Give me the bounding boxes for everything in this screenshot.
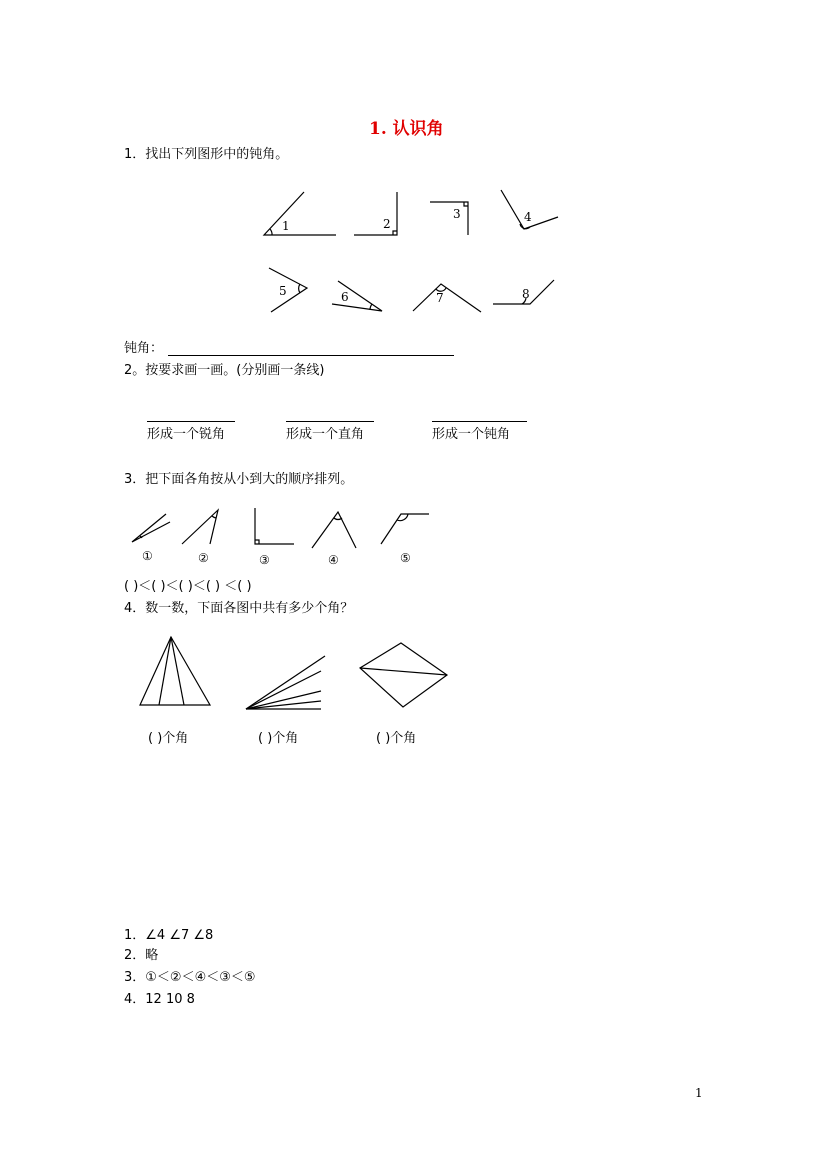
angle-6-figure	[332, 281, 382, 311]
order-angle-3-label: ③	[259, 553, 270, 567]
answer-3: 3．①＜②＜④＜③＜⑤	[124, 970, 256, 985]
count-figure-triangle	[140, 637, 210, 705]
task-obtuse-angle: 形成一个钝角	[432, 427, 511, 442]
angle-8-label: 8	[522, 287, 530, 301]
draw-line-acute[interactable]	[147, 421, 235, 422]
draw-line-obtuse[interactable]	[432, 421, 527, 422]
count-answer-3[interactable]: ( )个角	[376, 731, 417, 746]
question-1-angle-figures	[250, 180, 570, 320]
angle-5-label: 5	[279, 284, 287, 298]
order-angle-5-figure	[381, 514, 429, 565]
page-title: 1. 认识角	[369, 119, 444, 139]
order-angle-1-label: ①	[142, 549, 153, 563]
order-angle-5-label: ⑤	[400, 551, 411, 565]
angle-7-figure	[413, 284, 481, 312]
angle-1-label: 1	[282, 219, 290, 233]
count-answer-1[interactable]: ( )个角	[148, 731, 189, 746]
order-angle-3-figure	[255, 508, 294, 567]
count-figure-quadrilateral	[360, 643, 447, 707]
answer-2: 2．略	[124, 948, 159, 963]
obtuse-answer-label: 钝角：	[124, 341, 164, 356]
angle-3-figure	[430, 202, 468, 235]
obtuse-answer-blank[interactable]	[168, 355, 454, 356]
angle-2-figure	[354, 192, 397, 235]
answer-4: 4．12 10 8	[124, 992, 195, 1007]
order-angle-4-label: ④	[328, 553, 339, 567]
angle-6-label: 6	[341, 290, 349, 304]
order-answer-blanks[interactable]: ( )＜( )＜( )＜( ) ＜( )	[124, 579, 252, 594]
angle-4-label: 4	[524, 210, 532, 224]
question-1-prompt: 1．找出下列图形中的钝角。	[124, 147, 289, 162]
angle-3-label: 3	[453, 207, 461, 221]
question-4-figures	[135, 635, 455, 715]
angle-7-label: 7	[436, 291, 444, 305]
page-number: 1	[695, 1086, 703, 1100]
task-acute-angle: 形成一个锐角	[147, 427, 226, 442]
question-2-prompt: 2。按要求画一画。(分别画一条线)	[124, 363, 325, 378]
order-angle-1-figure	[132, 514, 170, 563]
angle-5-figure	[269, 268, 307, 312]
question-3-prompt: 3．把下面各角按从小到大的顺序排列。	[124, 472, 354, 487]
angle-8-figure	[493, 280, 554, 304]
angle-2-label: 2	[383, 217, 391, 231]
order-angle-4-figure	[312, 512, 356, 567]
angle-4-figure	[501, 190, 558, 229]
answer-1: 1．∠4 ∠7 ∠8	[124, 928, 214, 943]
question-4-prompt: 4．数一数，下面各图中共有多少个角？	[124, 601, 354, 616]
question-3-angle-figures	[124, 502, 444, 572]
task-right-angle: 形成一个直角	[286, 427, 365, 442]
count-answer-2[interactable]: ( )个角	[258, 731, 299, 746]
order-angle-2-label: ②	[198, 551, 209, 565]
order-angle-2-figure	[182, 510, 218, 565]
draw-line-right[interactable]	[286, 421, 374, 422]
count-figure-rays	[246, 656, 325, 709]
angle-1-figure	[264, 192, 336, 235]
